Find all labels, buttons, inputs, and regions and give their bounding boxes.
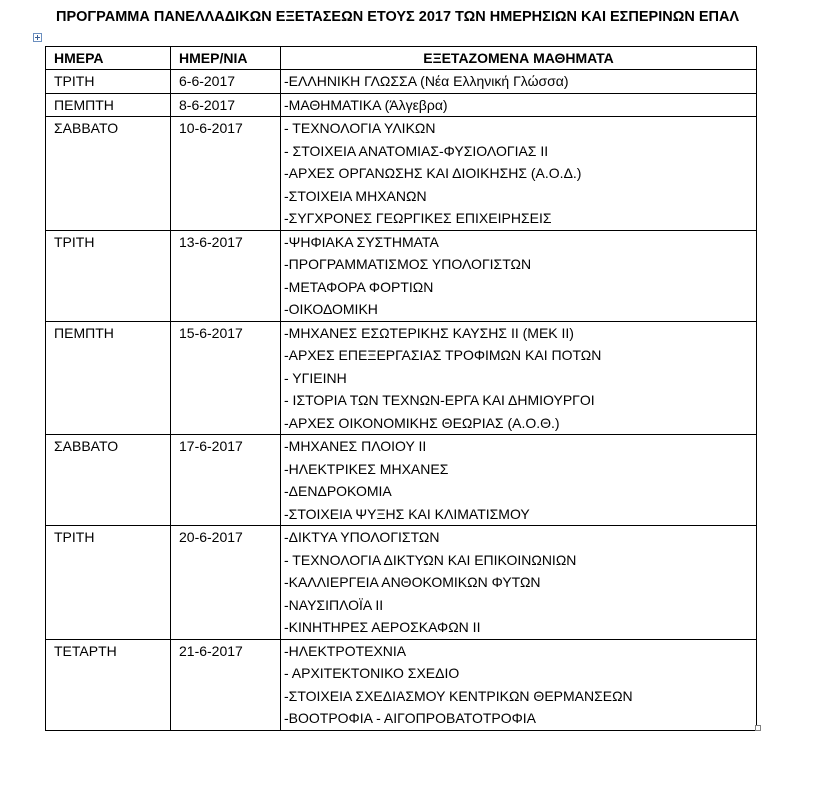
header-date: ΗΜΕΡ/ΝΙΑ [171, 47, 281, 70]
exam-subjects-cell[interactable] [281, 230, 757, 321]
exam-subject-line: -ΝΑΥΣΙΠΛΟΪΑ ΙΙ [284, 596, 384, 613]
exam-subjects-cell[interactable] [281, 321, 757, 435]
exam-subject-line: -ΜΗΧΑΝΕΣ ΕΣΩΤΕΡΙΚΗΣ ΚΑΥΣΗΣ ΙΙ (ΜΕΚ ΙΙ) [284, 324, 574, 341]
table-body [46, 70, 757, 731]
exam-subject-line: -ΜΗΧΑΝΕΣ ΠΛΟΙΟΥ ΙΙ [284, 438, 427, 454]
table-row [46, 435, 757, 526]
exam-subject-line: -ΕΛΛΗΝΙΚΗ ΓΛΩΣΣΑ (Νέα Ελληνική Γλώσσα) [284, 73, 569, 89]
table-row [46, 230, 757, 321]
exam-subject-line: -ΗΛΕΚΤΡΙΚΕΣ ΜΗΧΑΝΕΣ [284, 460, 449, 477]
document-title: ΠΡΟΓΡΑΜΜΑ ΠΑΝΕΛΛΑΔΙΚΩΝ ΕΞΕΤΑΣΕΩΝ ΕΤΟΥΣ 2017 ΤΩΝ ΗΜΕΡΗΣΙΩΝ ΚΑΙ ΕΣΠΕΡΙΝΩΝ ΕΠΑΛ [56, 9, 740, 25]
exam-schedule-table [45, 46, 757, 731]
table-row [46, 639, 757, 730]
exam-subject-line: -ΔΕΝΔΡΟΚΟΜΙΑ [284, 483, 392, 499]
table-row [46, 321, 757, 435]
exam-subject-line: -ΑΡΧΕΣ ΕΠΕΞΕΡΓΑΣΙΑΣ ΤΡΟΦΙΜΩΝ ΚΑΙ ΠΟΤΩΝ [284, 347, 602, 363]
exam-day-cell[interactable]: ΤΡΙΤΗ [46, 526, 171, 640]
exam-subject-line: -ΑΡΧΕΣ ΟΙΚΟΝΟΜΙΚΗΣ ΘΕΩΡΙΑΣ (Α.Ο.Θ.) [284, 414, 560, 431]
table-row [46, 117, 757, 231]
exam-subject-line: -ΜΕΤΑΦΟΡΑ ΦΟΡΤΙΩΝ [284, 278, 434, 295]
table-move-handle-icon[interactable] [33, 33, 42, 42]
exam-subjects-cell[interactable] [281, 117, 757, 231]
exam-subject-line: - ΑΡΧΙΤΕΚΤΟΝΙΚΟ ΣΧΕΔΙΟ [284, 665, 460, 681]
exam-subject-line: -ΚΑΛΛΙΕΡΓΕΙΑ ΑΝΘΟΚΟΜΙΚΩΝ ΦΥΤΩΝ [284, 574, 541, 590]
exam-date-cell[interactable]: 17-6-2017 [171, 435, 281, 526]
table-row [46, 93, 757, 117]
exam-date-cell[interactable]: 13-6-2017 [171, 230, 281, 321]
exam-subject-line: -ΒΟΟΤΡΟΦΙΑ - ΑΙΓΟΠΡΟΒΑΤΟΤΡΟΦΙΑ [284, 710, 537, 726]
exam-subject-line: -ΚΙΝΗΤΗΡΕΣ ΑΕΡΟΣΚΑΦΩΝ ΙΙ [284, 619, 481, 635]
exam-day-cell[interactable]: ΤΡΙΤΗ [46, 230, 171, 321]
exam-subject-line: - ΥΓΙΕΙΝΗ [284, 369, 347, 386]
table-row [46, 70, 757, 94]
exam-subject-line: -ΣΥΓΧΡΟΝΕΣ ΓΕΩΡΓΙΚΕΣ ΕΠΙΧΕΙΡΗΣΕΙΣ [284, 210, 552, 226]
table-row [46, 526, 757, 640]
exam-subject-line: -ΣΤΟΙΧΕΙΑ ΨΥΞΗΣ ΚΑΙ ΚΛΙΜΑΤΙΣΜΟΥ [284, 505, 530, 522]
header-day: ΗΜΕΡΑ [46, 47, 171, 70]
table-resize-handle-icon[interactable] [755, 725, 761, 731]
exam-subject-line: -ΑΡΧΕΣ ΟΡΓΑΝΩΣΗΣ ΚΑΙ ΔΙΟΙΚΗΣΗΣ (Α.Ο.Δ.) [284, 165, 582, 181]
exam-subject-line: - ΤΕΧΝΟΛΟΓΙΑ ΔΙΚΤΥΩΝ ΚΑΙ ΕΠΙΚΟΙΝΩΝΙΩΝ [284, 551, 577, 568]
exam-subject-line: -ΣΤΟΙΧΕΙΑ ΜΗΧΑΝΩΝ [284, 187, 427, 204]
table-header-row [46, 47, 757, 70]
exam-subjects-cell[interactable] [281, 435, 757, 526]
exam-subjects-cell[interactable] [281, 526, 757, 640]
exam-day-cell[interactable]: ΤΕΤΑΡΤΗ [46, 639, 171, 730]
exam-subject-line: -ΟΙΚΟΔΟΜΙΚΗ [284, 301, 378, 317]
exam-day-cell[interactable]: ΣΑΒΒΑΤΟ [46, 117, 171, 231]
exam-subjects-cell[interactable] [281, 93, 757, 117]
exam-subject-line: -ΜΑΘΗΜΑΤΙΚΑ (Άλγεβρα) [284, 96, 448, 113]
exam-day-cell[interactable]: ΠΕΜΠΤΗ [46, 321, 171, 435]
exam-subject-line: -ΨΗΦΙΑΚΑ ΣΥΣΤΗΜΑΤΑ [284, 233, 439, 250]
exam-subject-line: -ΣΤΟΙΧΕΙΑ ΣΧΕΔΙΑΣΜΟΥ ΚΕΝΤΡΙΚΩΝ ΘΕΡΜΑΝΣΕΩΝ [284, 687, 633, 704]
exam-subject-line: - ΙΣΤΟΡΙΑ ΤΩΝ ΤΕΧΝΩΝ-ΕΡΓΑ ΚΑΙ ΔΗΜΙΟΥΡΓΟΙ [284, 392, 595, 408]
exam-date-cell[interactable]: 6-6-2017 [171, 70, 281, 94]
exam-date-cell[interactable]: 20-6-2017 [171, 526, 281, 640]
exam-subject-line: - ΤΕΧΝΟΛΟΓΙΑ ΥΛΙΚΩΝ [284, 120, 436, 136]
exam-date-cell[interactable]: 21-6-2017 [171, 639, 281, 730]
exam-date-cell[interactable]: 15-6-2017 [171, 321, 281, 435]
exam-subject-line: -ΠΡΟΓΡΑΜΜΑΤΙΣΜΟΣ ΥΠΟΛΟΓΙΣΤΩΝ [284, 256, 532, 272]
exam-day-cell[interactable]: ΤΡΙΤΗ [46, 70, 171, 94]
exam-date-cell[interactable]: 10-6-2017 [171, 117, 281, 231]
exam-day-cell[interactable]: ΠΕΜΠΤΗ [46, 93, 171, 117]
exam-subject-line: - ΣΤΟΙΧΕΙΑ ΑΝΑΤΟΜΙΑΣ-ΦΥΣΙΟΛΟΓΙΑΣ ΙΙ [284, 142, 549, 159]
exam-subject-line: -ΔΙΚΤΥΑ ΥΠΟΛΟΓΙΣΤΩΝ [284, 529, 440, 545]
exam-day-cell[interactable]: ΣΑΒΒΑΤΟ [46, 435, 171, 526]
exam-subjects-cell[interactable] [281, 639, 757, 730]
header-subjects: ΕΞΕΤΑΖΟΜΕΝΑ ΜΑΘΗΜΑΤΑ [281, 47, 757, 70]
exam-subject-line: -ΗΛΕΚΤΡΟΤΕΧΝΙΑ [284, 642, 407, 659]
exam-subjects-cell[interactable] [281, 70, 757, 94]
exam-date-cell[interactable]: 8-6-2017 [171, 93, 281, 117]
